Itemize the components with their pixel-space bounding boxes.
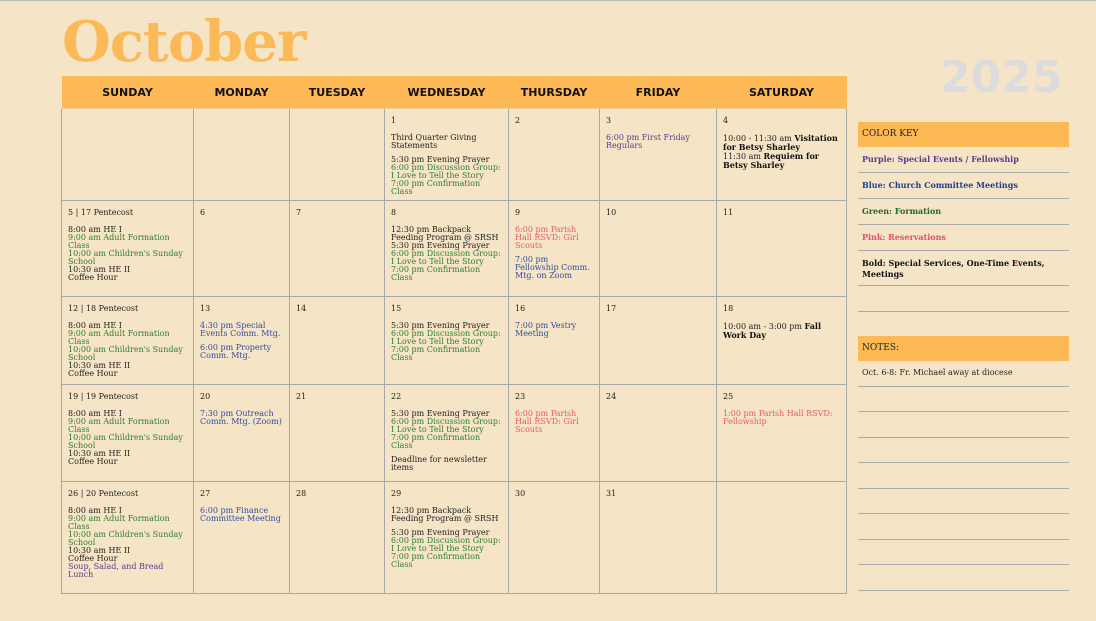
day-number: 29 xyxy=(391,489,402,498)
notes-line xyxy=(858,565,1069,591)
day-cell[interactable] xyxy=(385,385,509,482)
notes-line xyxy=(858,387,1069,413)
event-text: Coffee Hour xyxy=(68,554,118,563)
event-text: 7:30 pm Outreach Comm. Mtg. (Zoom) xyxy=(200,409,282,426)
calendar-event[interactable] xyxy=(391,346,502,362)
calendar-event[interactable] xyxy=(68,458,187,466)
day-cell[interactable] xyxy=(509,385,600,482)
calendar-event[interactable] xyxy=(391,456,502,472)
day-number: 22 xyxy=(391,392,402,401)
day-number: 24 xyxy=(606,392,617,401)
event-text: 7:00 pm Confirmation Class xyxy=(391,433,481,450)
day-number: 10 xyxy=(606,208,617,217)
event-text: 6:00 pm Property Comm. Mtg. xyxy=(200,343,272,360)
calendar-event[interactable] xyxy=(391,250,502,266)
event-text: 7:00 pm Confirmation Class xyxy=(391,265,481,282)
event-text: 12:30 pm Backpack Feeding Program @ SRSH xyxy=(391,225,499,242)
notes-line xyxy=(858,438,1069,464)
day-cell[interactable] xyxy=(194,297,290,385)
event-text: 10:00 am Children's Sunday School xyxy=(68,433,183,450)
week-row xyxy=(62,385,847,482)
calendar-event[interactable] xyxy=(391,537,502,553)
day-number: 7 xyxy=(296,208,302,217)
event-text: 6:00 pm Discussion Group: I Love to Tell the Story xyxy=(391,329,501,346)
weekday-header: FRIDAY xyxy=(600,76,717,109)
event-text: 7:00 pm Fellowship Comm. Mtg. on Zoom xyxy=(515,255,590,280)
weekday-header: WEDNESDAY xyxy=(385,76,509,109)
day-number: 14 xyxy=(296,304,307,313)
day-cell[interactable] xyxy=(62,109,194,201)
calendar-event[interactable] xyxy=(68,418,187,434)
calendar-event[interactable] xyxy=(391,180,502,196)
event-text: 4:30 pm Special Events Comm. Mtg. xyxy=(200,321,281,338)
day-number: 20 xyxy=(200,392,211,401)
calendar-event[interactable] xyxy=(391,266,502,282)
event-text: 10:30 am HE II xyxy=(68,265,131,274)
event-text: 9:00 am Adult Formation Class xyxy=(68,417,170,434)
day-cell[interactable] xyxy=(600,201,717,297)
event-text: 8:00 am HE I xyxy=(68,225,122,234)
color-key-item xyxy=(858,199,1069,225)
event-text: 10:30 am HE II xyxy=(68,449,131,458)
color-key-item xyxy=(858,173,1069,199)
calendar-event[interactable] xyxy=(723,152,840,170)
day-cell[interactable] xyxy=(717,385,847,482)
calendar-event[interactable] xyxy=(68,563,187,579)
color-key-blank-line xyxy=(858,286,1069,312)
calendar-event[interactable] xyxy=(68,370,187,378)
month-title: October xyxy=(62,9,306,75)
calendar-event[interactable] xyxy=(68,274,187,282)
notes-line xyxy=(858,463,1069,489)
event-text: 6:00 pm Discussion Group: I Love to Tell the Story xyxy=(391,163,501,180)
color-key-item xyxy=(858,225,1069,251)
event-text: 6:00 pm Parish Hall RSVD: Girl Scouts xyxy=(515,409,579,434)
color-key-item xyxy=(858,147,1069,173)
day-cell[interactable] xyxy=(290,201,385,297)
calendar-event[interactable] xyxy=(391,164,502,180)
event-text: 10:30 am HE II xyxy=(68,546,131,555)
notes-line xyxy=(858,540,1069,566)
event-text: 8:00 am HE I xyxy=(68,506,122,515)
day-number: 27 xyxy=(200,489,211,498)
day-number: 18 xyxy=(723,304,734,313)
event-text: 5:30 pm Evening Prayer xyxy=(391,528,490,537)
calendar-event[interactable] xyxy=(68,515,187,531)
day-cell[interactable] xyxy=(600,482,717,594)
notes-line xyxy=(858,514,1069,540)
color-key-item-text: Green: Formation xyxy=(862,206,942,216)
day-cell[interactable] xyxy=(290,482,385,594)
day-cell[interactable] xyxy=(62,385,194,482)
calendar-event[interactable] xyxy=(68,330,187,346)
notes-line xyxy=(858,489,1069,515)
event-text: 7:00 pm Confirmation Class xyxy=(391,179,481,196)
event-text: 6:00 pm Parish Hall RSVD: Girl Scouts xyxy=(515,225,579,250)
day-number: 9 xyxy=(515,208,521,217)
day-cell[interactable] xyxy=(290,297,385,385)
calendar-event[interactable] xyxy=(391,553,502,569)
day-number: 23 xyxy=(515,392,526,401)
event-text: 6:00 pm Discussion Group: I Love to Tell the Story xyxy=(391,536,501,553)
color-key-item-text: Purple: Special Events / Fellowship xyxy=(862,154,1019,164)
top-border xyxy=(0,0,1096,1)
event-text: 10:00 am Children's Sunday School xyxy=(68,345,183,362)
color-key-item-text: Blue: Church Committee Meetings xyxy=(862,180,1018,190)
day-number: 5 | 17 Pentecost xyxy=(68,208,134,217)
calendar-event[interactable] xyxy=(200,410,283,426)
event-text: Coffee Hour xyxy=(68,457,118,466)
event-text: 5:30 pm Evening Prayer xyxy=(391,321,490,330)
calendar-grid xyxy=(61,76,847,594)
event-text: 8:00 am HE I xyxy=(68,409,122,418)
calendar-event[interactable] xyxy=(68,250,187,266)
calendar-event[interactable] xyxy=(391,418,502,434)
day-cell[interactable] xyxy=(62,297,194,385)
weekday-header: SUNDAY xyxy=(62,76,194,109)
event-text: 10:00 - 11:30 am xyxy=(723,134,795,143)
day-cell[interactable] xyxy=(509,109,600,201)
day-cell[interactable] xyxy=(600,297,717,385)
day-number: 2 xyxy=(515,116,521,125)
calendar-event[interactable] xyxy=(515,226,593,250)
week-row xyxy=(62,109,847,201)
event-text: 8:00 am HE I xyxy=(68,321,122,330)
calendar-event[interactable] xyxy=(391,330,502,346)
day-cell[interactable] xyxy=(385,297,509,385)
calendar-event[interactable] xyxy=(200,507,283,523)
day-cell[interactable] xyxy=(290,385,385,482)
color-key-item-text: Pink: Reservations xyxy=(862,232,946,242)
day-number: 13 xyxy=(200,304,211,313)
day-number: 11 xyxy=(723,208,734,217)
calendar-event[interactable] xyxy=(391,134,502,150)
color-key-item xyxy=(858,251,1069,286)
day-cell[interactable] xyxy=(600,109,717,201)
notes-heading-text: NOTES: xyxy=(862,343,900,353)
calendar-event[interactable] xyxy=(723,134,840,152)
calendar-event[interactable] xyxy=(723,322,840,340)
day-number: 25 xyxy=(723,392,734,401)
day-cell[interactable] xyxy=(600,385,717,482)
day-cell[interactable] xyxy=(62,201,194,297)
day-cell[interactable] xyxy=(290,109,385,201)
calendar-event[interactable] xyxy=(606,134,710,150)
event-text: 9:00 am Adult Formation Class xyxy=(68,329,170,346)
event-text: Deadline for newsletter items xyxy=(391,455,487,472)
day-cell[interactable] xyxy=(385,201,509,297)
event-text: 9:00 am Adult Formation Class xyxy=(68,514,170,531)
weekday-header: TUESDAY xyxy=(290,76,385,109)
event-text: Coffee Hour xyxy=(68,369,118,378)
event-title-bold: Fall Work Day xyxy=(723,321,822,340)
day-number: 15 xyxy=(391,304,402,313)
week-row xyxy=(62,482,847,594)
day-cell[interactable] xyxy=(509,297,600,385)
calendar-event[interactable] xyxy=(200,322,283,338)
event-text: 6:00 pm First Friday Regulars xyxy=(606,133,690,150)
day-number: 19 | 19 Pentecost xyxy=(68,392,139,401)
day-cell[interactable] xyxy=(385,109,509,201)
calendar-event[interactable] xyxy=(391,226,502,242)
day-cell[interactable] xyxy=(717,109,847,201)
day-number: 12 | 18 Pentecost xyxy=(68,304,139,313)
day-cell[interactable] xyxy=(509,482,600,594)
day-cell[interactable] xyxy=(717,482,847,594)
day-number: 21 xyxy=(296,392,307,401)
event-text: 10:00 am - 3:00 pm xyxy=(723,322,805,331)
week-row xyxy=(62,201,847,297)
event-title-bold: Requiem for Betsy Sharley xyxy=(723,151,820,170)
color-key-heading xyxy=(858,122,1069,147)
event-text: Soup, Salad, and Bread Lunch xyxy=(68,562,164,579)
event-text: 5:30 pm Evening Prayer xyxy=(391,409,490,418)
event-title-bold: Visitation for Betsy Sharley xyxy=(723,133,838,152)
day-number: 31 xyxy=(606,489,617,498)
event-text: Third Quarter Giving Statements xyxy=(391,133,477,150)
event-text: 7:00 pm Confirmation Class xyxy=(391,552,481,569)
weekday-header: THURSDAY xyxy=(509,76,600,109)
calendar-event[interactable] xyxy=(391,507,502,523)
event-text: 6:00 pm Discussion Group: I Love to Tell the Story xyxy=(391,417,501,434)
event-text: Coffee Hour xyxy=(68,273,118,282)
day-cell[interactable] xyxy=(717,297,847,385)
day-number: 4 xyxy=(723,116,729,125)
day-cell[interactable] xyxy=(194,385,290,482)
day-number: 16 xyxy=(515,304,526,313)
calendar-event[interactable] xyxy=(68,346,187,362)
day-cell[interactable] xyxy=(194,109,290,201)
calendar-event[interactable] xyxy=(515,322,593,338)
weekday-header-row xyxy=(62,76,847,109)
event-text: 9:00 am Adult Formation Class xyxy=(68,233,170,250)
day-cell[interactable] xyxy=(62,482,194,594)
event-text: 10:30 am HE II xyxy=(68,361,131,370)
event-text: 11:30 am xyxy=(723,152,764,161)
color-key-item-text: Bold: Special Services, One-Time Events, Meetings xyxy=(862,258,1045,279)
day-cell[interactable] xyxy=(194,201,290,297)
day-number: 3 xyxy=(606,116,612,125)
calendar-event[interactable] xyxy=(68,531,187,547)
day-cell[interactable] xyxy=(385,482,509,594)
event-text: 6:00 pm Finance Committee Meeting xyxy=(200,506,281,523)
day-cell[interactable] xyxy=(509,201,600,297)
event-text: 10:00 am Children's Sunday School xyxy=(68,249,183,266)
color-key-heading-text: COLOR KEY xyxy=(862,129,919,139)
event-text: 7:00 pm Confirmation Class xyxy=(391,345,481,362)
day-number: 17 xyxy=(606,304,617,313)
notes-line xyxy=(858,412,1069,438)
event-text: 6:00 pm Discussion Group: I Love to Tell the Story xyxy=(391,249,501,266)
notes-line-text: Oct. 6-8: Fr. Michael away at diocese xyxy=(862,368,1013,377)
calendar-event[interactable] xyxy=(515,256,593,280)
day-number: 8 xyxy=(391,208,397,217)
weekday-header: SATURDAY xyxy=(717,76,847,109)
calendar-event[interactable] xyxy=(68,434,187,450)
day-number: 6 xyxy=(200,208,206,217)
event-text: 5:30 pm Evening Prayer xyxy=(391,241,490,250)
day-number: 28 xyxy=(296,489,307,498)
calendar-event[interactable] xyxy=(68,234,187,250)
calendar-event[interactable] xyxy=(391,434,502,450)
calendar-event[interactable] xyxy=(515,410,593,434)
weekday-header: MONDAY xyxy=(194,76,290,109)
event-text: 12:30 pm Backpack Feeding Program @ SRSH xyxy=(391,506,499,523)
day-cell[interactable] xyxy=(194,482,290,594)
notes-line xyxy=(858,361,1069,387)
day-cell[interactable] xyxy=(717,201,847,297)
day-number: 30 xyxy=(515,489,526,498)
event-text: 5:30 pm Evening Prayer xyxy=(391,155,490,164)
calendar-event[interactable] xyxy=(200,344,283,360)
event-text: 10:00 am Children's Sunday School xyxy=(68,530,183,547)
year-label: 2025 xyxy=(940,52,1063,103)
notes-heading xyxy=(858,336,1069,361)
day-number: 26 | 20 Pentecost xyxy=(68,489,139,498)
event-text: 1:00 pm Parish Hall RSVD: Fellowship xyxy=(723,409,833,426)
event-text: 7:00 pm Vestry Meeting xyxy=(515,321,577,338)
week-row xyxy=(62,297,847,385)
calendar-event[interactable] xyxy=(723,410,840,426)
day-number: 1 xyxy=(391,116,397,125)
